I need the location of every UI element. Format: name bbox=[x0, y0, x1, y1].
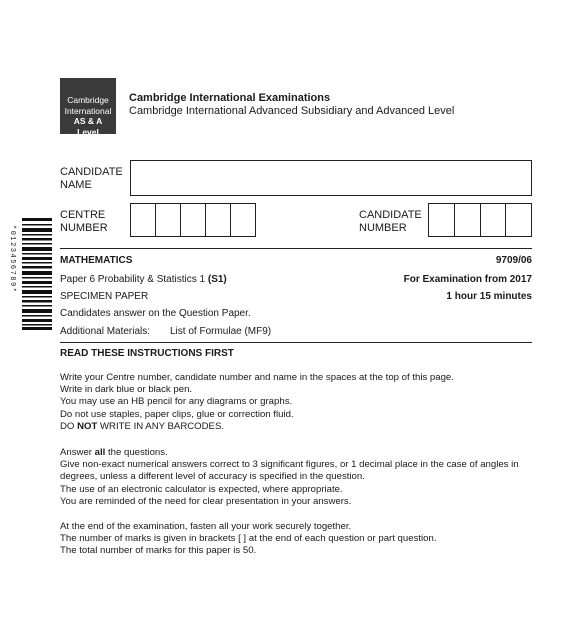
answer-on-paper: Candidates answer on the Question Paper. bbox=[60, 308, 251, 319]
candidate-digit-cell[interactable] bbox=[455, 204, 481, 236]
materials-value: List of Formulae (MF9) bbox=[170, 326, 272, 337]
barcode-post: WRITE IN ANY BARCODES. bbox=[97, 420, 225, 432]
candidate-name-label-line2: NAME bbox=[60, 179, 92, 191]
candidate-name-label-line1: CANDIDATE bbox=[60, 166, 123, 178]
cambridge-logo bbox=[60, 78, 116, 137]
paper-tag: (S1) bbox=[207, 274, 227, 285]
centre-label-line1: CENTRE bbox=[60, 209, 106, 221]
instruction-line: The total number of marks for this paper is 50. bbox=[60, 545, 257, 557]
instructions-heading: READ THESE INSTRUCTIONS FIRST bbox=[60, 348, 234, 359]
exam-duration: 1 hour 15 minutes bbox=[446, 291, 532, 302]
logo-line-3: AS & A Level bbox=[73, 116, 103, 137]
instruction-answer-all bbox=[60, 447, 535, 459]
centre-digit-cell[interactable] bbox=[231, 204, 255, 236]
header-title: Cambridge International Examinations bbox=[129, 92, 331, 104]
instruction-line: Give non-exact numerical answers correct to 3 significant figures, or 1 decimal place in the case of angles in degrees, unless a different level of accuracy is specified in the question. bbox=[60, 459, 519, 483]
candidate-number-label bbox=[359, 209, 422, 235]
instructions-block-2 bbox=[60, 447, 535, 508]
candidate-name-field[interactable] bbox=[130, 160, 532, 196]
candidate-name-label bbox=[60, 166, 123, 192]
instruction-line: Do not use staples, paper clips, glue or correction fluid. bbox=[60, 408, 294, 420]
divider-top bbox=[60, 248, 532, 249]
centre-label-line2: NUMBER bbox=[60, 222, 108, 234]
instruction-line: The number of marks is given in brackets [ ] at the end of each question or part question. bbox=[60, 533, 437, 545]
candidate-digit-cell[interactable] bbox=[429, 204, 455, 236]
candidate-digit-cell[interactable] bbox=[481, 204, 507, 236]
header-subtitle: Cambridge International Advanced Subsidiary and Advanced Level bbox=[129, 105, 455, 117]
candidate-number-label-line1: CANDIDATE bbox=[359, 209, 422, 221]
candidate-number-label-line2: NUMBER bbox=[359, 222, 407, 234]
paper-name: Paper 6 Probability & Statistics 1 bbox=[60, 274, 206, 285]
paper-line bbox=[60, 274, 227, 286]
centre-number-field[interactable] bbox=[130, 203, 256, 237]
barcode-image bbox=[22, 218, 52, 330]
centre-number-label bbox=[60, 209, 108, 235]
instruction-line: Write your Centre number, candidate number and name in the spaces at the top of this page. bbox=[60, 372, 454, 383]
instructions-block-1 bbox=[60, 372, 535, 433]
paper-code: 9709/06 bbox=[495, 255, 532, 266]
barcode-pre: DO bbox=[60, 420, 78, 432]
instruction-line: At the end of the examination, fasten all your work securely together. bbox=[60, 521, 352, 532]
exam-from: For Examination from 2017 bbox=[403, 274, 532, 285]
barcode-bold: NOT bbox=[77, 420, 98, 432]
centre-digit-cell[interactable] bbox=[181, 204, 206, 236]
barcode-digits: *0123456789* bbox=[8, 225, 16, 294]
specimen-label: SPECIMEN PAPER bbox=[60, 291, 149, 302]
logo-line-2: International bbox=[64, 105, 112, 116]
centre-digit-cell[interactable] bbox=[206, 204, 231, 236]
answer-pre: Answer bbox=[60, 447, 95, 458]
instruction-line: You may use an HB pencil for any diagrams or graphs. bbox=[60, 396, 293, 408]
instruction-barcodes bbox=[60, 421, 535, 433]
divider-instructions bbox=[60, 342, 532, 343]
answer-post: the questions. bbox=[105, 447, 168, 458]
candidate-number-field[interactable] bbox=[428, 203, 532, 237]
instruction-line: The use of an electronic calculator is expected, where appropriate. bbox=[60, 483, 343, 495]
centre-digit-cell[interactable] bbox=[156, 204, 181, 236]
candidate-digit-cell[interactable] bbox=[506, 204, 531, 236]
logo-line-1: Cambridge bbox=[67, 95, 109, 105]
instruction-line: You are reminded of the need for clear presentation in your answers. bbox=[60, 495, 352, 507]
centre-digit-cell[interactable] bbox=[131, 204, 156, 236]
instructions-block-3 bbox=[60, 521, 535, 558]
answer-bold: all bbox=[94, 447, 106, 458]
subject-title: MATHEMATICS bbox=[60, 255, 133, 266]
instruction-line: Write in dark blue or black pen. bbox=[60, 384, 193, 396]
materials-label: Additional Materials: bbox=[60, 326, 151, 337]
